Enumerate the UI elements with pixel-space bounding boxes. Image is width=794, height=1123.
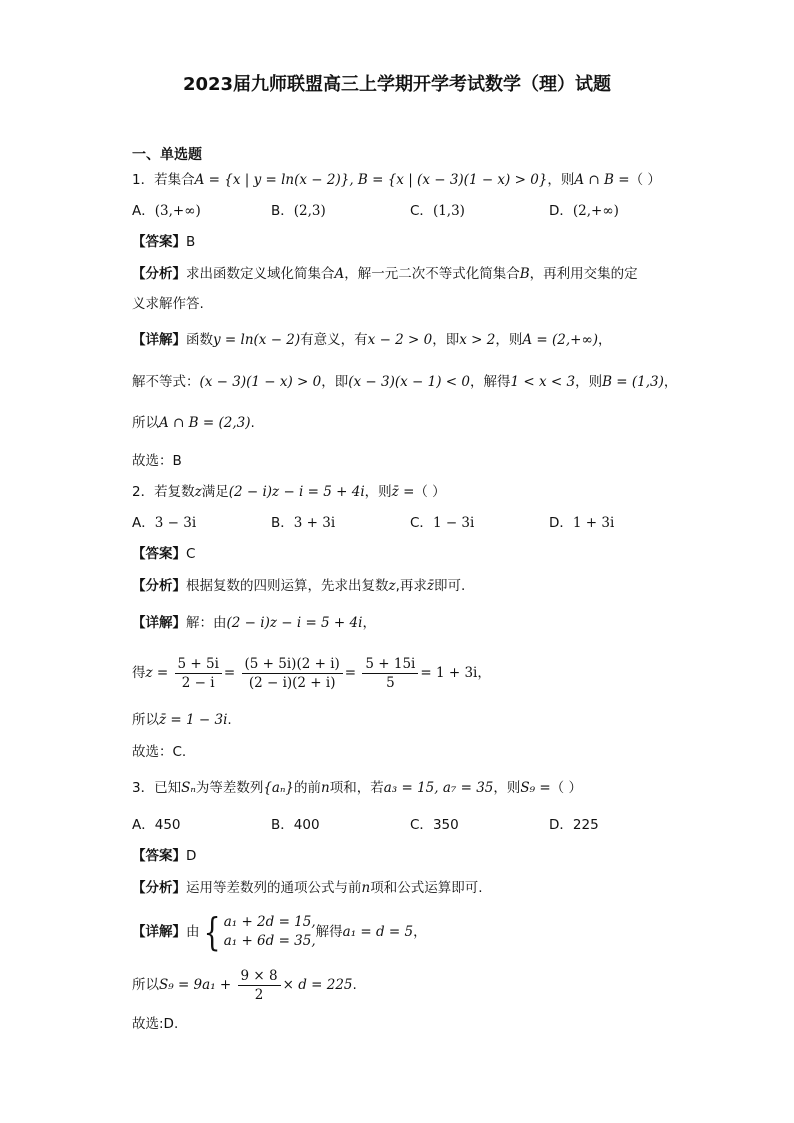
q3-equation-system: { a₁ + 2d = 15, a₁ + 6d = 35, <box>203 910 316 954</box>
q1-analysis: 【分析】求出函数定义域化简集合A，解一元二次不等式化简集合B，再利用交集的定 <box>132 266 638 282</box>
q1-options <box>132 201 692 221</box>
q1-stem-math: A = {x | y = ln(x − 2)}, B = {x | (x − 3)(1 − x) > 0} <box>194 172 548 188</box>
q2-fraction-2: $\frac{(5 + 5i)(2 + i)}{(2 - i)(2 + i)}$ <box>242 655 343 692</box>
q3-analysis: 【分析】运用等差数列的通项公式与前n项和公式运算即可. <box>132 880 483 896</box>
page-title: 2023届九师联盟高三上学期开学考试数学（理）试题 <box>182 74 612 95</box>
q2-options <box>132 513 692 533</box>
q3-option-c: C．350 <box>410 817 459 833</box>
q3-detail-1: 【详解】由{ a₁ + 2d = 15, a₁ + 6d = 35, 解得a₁ = d = 5， <box>132 910 427 954</box>
q2-analysis: 【分析】根据复数的四则运算，先求出复数z,再求z̄即可. <box>132 578 466 594</box>
q1-option-d: D．(2,+∞) <box>549 203 619 219</box>
q1-option-a: A．(3,+∞) <box>132 203 201 219</box>
q3-option-b: B．400 <box>271 817 320 833</box>
q3-fraction: $\frac{9 \times 8}{2}$ <box>238 967 281 1004</box>
q3-option-a: A．450 <box>132 817 181 833</box>
q2-option-b: B．3 + 3i <box>271 515 336 531</box>
q1-option-c: C．(1,3) <box>410 203 465 219</box>
q2-option-c: C．1 − 3i <box>410 515 475 531</box>
q1-detail-3: 所以A ∩ B = (2,3). <box>132 415 255 431</box>
q2-choice: 故选：C. <box>132 744 187 760</box>
q3-detail-2: 所以S₉ = 9a₁ + $\frac{9 \times 8}{2}$ × d = 225. <box>132 967 357 1003</box>
q3-options <box>132 815 692 835</box>
q2-answer: 【答案】C <box>132 546 196 562</box>
q1-stem: 1．若集合A = {x | y = ln(x − 2)}, B = {x | (x − 3)(1 − x) > 0}，则A ∩ B =（ ） <box>132 172 661 188</box>
q1-answer: 【答案】B <box>132 234 196 250</box>
q1-detail-1: 【详解】函数y = ln(x − 2)有意义，有x − 2 > 0，即x > 2，则A = (2,+∞)， <box>132 332 612 348</box>
q2-detail-3: 所以z̄ = 1 − 3i. <box>132 712 232 728</box>
q3-stem: 3．已知Sₙ为等差数列{aₙ}的前n项和，若a₃ = 15, a₇ = 35，则S₉ =（ ） <box>132 780 582 796</box>
q1-detail-2: 解不等式：(x − 3)(1 − x) > 0，即(x − 3)(x − 1) < 0，解得1 < x < 3，则B = (1,3)， <box>132 374 678 390</box>
q2-option-d: D．1 + 3i <box>549 515 615 531</box>
q2-stem: 2．若复数z满足(2 − i)z − i = 5 + 4i，则z̄ =（ ） <box>132 484 446 500</box>
section-heading: 一、单选题 <box>132 147 202 163</box>
q3-answer: 【答案】D <box>132 848 197 864</box>
q1-choice: 故选：B <box>132 453 182 469</box>
q2-option-a: A．3 − 3i <box>132 515 197 531</box>
q2-detail-1: 【详解】解：由(2 − i)z − i = 5 + 4i， <box>132 615 376 631</box>
q1-option-b: B．(2,3) <box>271 203 326 219</box>
q2-detail-2: 得z = $\frac{5 + 5i}{2 - i}$ = $\frac{(5 + 5i)(2 + i)}{(2 - i)(2 + i)}$ = $\frac{5 + 15i}{5}$ = 1 + 3i， <box>132 655 491 691</box>
q2-fraction-1: $\frac{5 + 5i}{2 - i}$ <box>175 655 222 692</box>
q1-analysis-line2: 义求解作答. <box>132 296 204 312</box>
q3-option-d: D．225 <box>549 817 599 833</box>
q2-fraction-3: $\frac{5 + 15i}{5}$ <box>362 655 418 692</box>
q3-choice: 故选:D. <box>132 1016 179 1032</box>
